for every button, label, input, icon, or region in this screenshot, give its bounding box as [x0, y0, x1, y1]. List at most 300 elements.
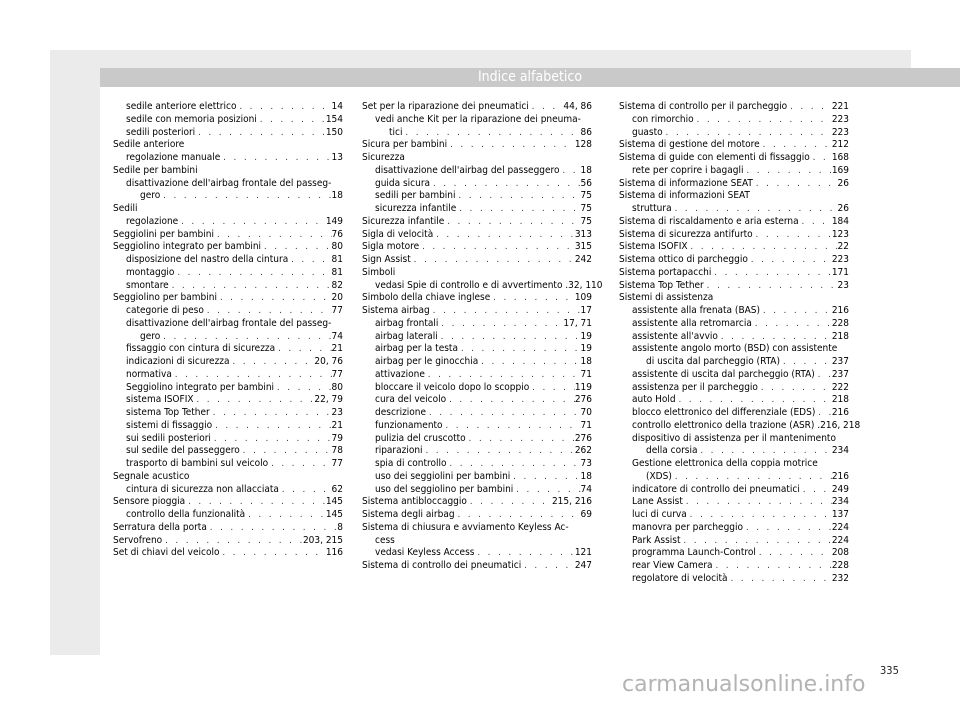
dot-leader	[676, 394, 832, 407]
index-entry-term: dispositivo di assistenza per il mantenimento	[632, 432, 836, 444]
index-entry	[362, 445, 592, 458]
index-entry-term: disposizione del nastro della cintura	[126, 254, 289, 265]
index-entry	[619, 407, 849, 420]
index-entry	[362, 254, 592, 267]
index-entry-term: uso dei seggiolini per bambini	[375, 470, 511, 482]
dot-leader	[456, 190, 581, 203]
index-entry	[362, 356, 592, 369]
index-entry-term: Park Assist	[632, 534, 681, 546]
index-entry-term: gero	[140, 330, 161, 342]
index-entry	[113, 318, 343, 331]
dot-leader	[683, 496, 832, 509]
index-entry-term: regolazione	[126, 215, 179, 227]
index-entry-page: 216	[831, 305, 849, 316]
index-entry	[362, 471, 592, 484]
dot-leader	[204, 305, 332, 318]
index-entry-term: cintura di sicurezza non allacciata	[126, 483, 279, 495]
dot-leader	[214, 229, 332, 242]
index-entry	[619, 445, 849, 458]
index-entry-page: 23	[837, 279, 849, 291]
index-entry-term: descrizione	[375, 407, 427, 418]
dot-leader	[430, 305, 581, 318]
index-entry-term: assistente alla retromarcia	[632, 317, 752, 329]
index-entry-term: indicazioni di sicurezza	[126, 356, 230, 367]
index-entry	[619, 178, 849, 191]
index-entry-page: 224	[831, 521, 849, 533]
index-entry-page: 20, 76	[314, 356, 343, 367]
index-entry	[113, 254, 343, 267]
index-entry	[362, 292, 592, 305]
dot-leader	[458, 343, 581, 356]
index-entry	[362, 305, 592, 318]
index-entry	[362, 114, 592, 127]
index-entry	[619, 280, 849, 293]
index-entry-term: indicatore di controllo dei pneumatici	[632, 483, 800, 495]
index-entry	[362, 318, 592, 331]
index-entry	[113, 229, 343, 242]
page-number: 335	[880, 664, 899, 677]
index-entry-term: assistenza per il parcheggio	[632, 381, 758, 393]
index-entry	[619, 318, 849, 331]
index-entry-page: 69	[580, 509, 592, 520]
dot-leader	[490, 292, 575, 305]
index-column-3	[619, 101, 861, 586]
index-entry-page: 216	[831, 407, 849, 418]
dot-leader	[694, 114, 832, 127]
dot-leader	[560, 165, 581, 178]
index-entry	[113, 280, 343, 293]
index-entry-page: 169	[831, 164, 849, 176]
index-entry-page: 73	[580, 458, 592, 469]
index-entry-page: 76	[331, 228, 343, 240]
index-entry-term: gero	[140, 190, 161, 202]
index-entry-page: 80	[331, 381, 343, 393]
index-entry-page: 150	[325, 126, 343, 138]
index-entry-page: 242	[574, 254, 592, 265]
dot-leader	[230, 356, 315, 369]
index-entry-term: della corsia	[646, 445, 698, 457]
index-entry-term: airbag per le ginocchia	[375, 356, 479, 367]
index-entry	[362, 178, 592, 191]
dot-leader	[423, 445, 575, 458]
index-entry	[113, 343, 343, 356]
index-entry-term: Sistema di sicurezza antifurto	[619, 228, 753, 240]
index-entry	[619, 573, 849, 586]
index-entry-term: Servofreno	[113, 534, 163, 546]
index-entry	[113, 190, 343, 203]
index-entry-term: assistente angolo morto (BSD) con assistente	[632, 343, 838, 355]
index-entry-term: assistente di uscita dal parcheggio (RTA)	[632, 368, 815, 380]
index-entry-page: 119	[574, 381, 592, 393]
index-entry-term: disattivazione dell'airbag frontale del passeg-	[126, 317, 332, 329]
dot-leader	[172, 369, 332, 382]
index-entry	[113, 471, 343, 484]
index-entry-term: (XDS)	[646, 470, 672, 482]
index-entry-page: 82	[331, 279, 343, 291]
index-entry-term: attivazione	[375, 368, 425, 380]
index-entry-page: 80	[331, 241, 343, 253]
index-entry-page: 276	[574, 432, 592, 444]
index-entry-term: sui sedili posteriori	[126, 432, 211, 444]
index-entry	[113, 458, 343, 471]
index-entry	[113, 114, 343, 127]
index-entry	[362, 496, 592, 509]
dot-leader	[663, 127, 832, 140]
dot-leader	[288, 254, 331, 267]
index-entry	[113, 216, 343, 229]
index-entry	[362, 433, 592, 446]
index-entry-page: 81	[331, 254, 343, 265]
index-entry-page: 22	[837, 241, 849, 253]
index-entry	[113, 331, 343, 344]
dot-leader	[257, 114, 326, 127]
index-entry-term: guida sicura	[375, 177, 431, 189]
index-entry-term: sul sedile del passeggero	[126, 445, 240, 457]
index-entry-term: Simbolo della chiave inglese	[362, 292, 491, 304]
dot-leader	[261, 241, 332, 254]
index-entry-term: guasto	[632, 126, 663, 138]
index-entry	[619, 139, 849, 152]
index-entry-term: Sistema di riscaldamento e aria esterna	[619, 215, 799, 227]
index-entry-term: auto Hold	[632, 394, 676, 406]
index-entry-term: Sistema di guide con elementi di fissaggio	[619, 152, 810, 163]
index-entry-term: sicurezza infantile	[375, 203, 457, 214]
index-entry-page: 21	[331, 419, 343, 431]
index-entry	[619, 127, 849, 140]
index-entry	[362, 127, 592, 140]
index-entry-page: 145	[325, 509, 343, 520]
dot-leader	[800, 484, 832, 497]
index-entry-page: 145	[325, 496, 343, 508]
dot-leader	[521, 560, 575, 573]
index-entry-page: 208	[831, 547, 849, 559]
index-entry-term: riparazioni	[375, 445, 423, 457]
index-entry-term: trasporto di bambini sul veicolo	[126, 458, 269, 469]
index-entry-term: Sistema Top Tether	[619, 279, 704, 291]
dot-leader	[753, 178, 838, 191]
dot-leader	[274, 382, 332, 395]
index-entry-page: 18	[580, 356, 592, 367]
index-entry-page: 184	[831, 215, 849, 227]
dot-leader	[219, 547, 325, 560]
dot-leader	[169, 280, 332, 293]
index-entry	[113, 241, 343, 254]
index-entry-page: 56	[580, 177, 592, 189]
index-entry-term: Simboli	[362, 266, 396, 278]
dot-leader	[815, 369, 832, 382]
dot-leader	[236, 101, 331, 114]
index-entry	[619, 547, 849, 560]
index-entry	[362, 547, 592, 560]
index-entry	[113, 369, 343, 382]
dot-leader	[455, 509, 581, 522]
index-entry-page: 218	[831, 394, 849, 406]
index-entry-term: Set di chiavi del veicolo	[113, 547, 220, 559]
index-entry	[113, 127, 343, 140]
index-entry-page: 128	[574, 139, 592, 151]
index-entry	[362, 484, 592, 497]
index-entry-term: cura del veicolo	[375, 394, 447, 406]
index-entry	[113, 407, 343, 420]
index-entry-term: Sigla di velocità	[362, 228, 434, 240]
index-entry	[113, 547, 343, 560]
dot-leader	[743, 522, 832, 535]
dot-leader	[799, 216, 832, 229]
index-entry-term: manovra per parcheggio	[632, 521, 743, 533]
index-entry-term: Sistema portapacchi	[619, 266, 712, 278]
index-entry	[619, 484, 849, 497]
index-entry-term: spia di controllo	[375, 458, 447, 469]
index-entry	[362, 331, 592, 344]
index-entry	[619, 190, 849, 203]
index-entry	[619, 496, 849, 509]
index-entry-term: sistemi di fissaggio	[126, 419, 213, 431]
index-entry-term: normativa	[126, 368, 172, 380]
index-entry-page: 216	[831, 470, 849, 482]
index-entry	[619, 522, 849, 535]
index-entry	[113, 356, 343, 369]
index-entry-page: 237	[831, 356, 849, 367]
index-entry	[619, 560, 849, 573]
index-entry-page: 26	[837, 177, 849, 189]
index-entry-term: Set per la riparazione dei pneumatici	[362, 101, 529, 112]
dot-leader	[207, 522, 337, 535]
index-entry	[113, 267, 343, 280]
index-entry-term: funzionamento	[375, 419, 443, 431]
index-entry-page: 86	[580, 126, 592, 138]
index-entry	[113, 292, 343, 305]
index-entry	[362, 369, 592, 382]
index-column-2	[362, 101, 603, 573]
index-entry-page: 23	[331, 407, 343, 418]
index-entry-term: struttura	[632, 203, 672, 214]
page-title: Indice alfabetico	[477, 69, 583, 85]
index-entry	[113, 394, 343, 407]
dot-leader	[513, 484, 580, 497]
dot-leader	[687, 509, 832, 522]
index-entry-term: airbag laterali	[375, 330, 438, 342]
index-entry-page: 171	[831, 266, 849, 278]
index-entry	[113, 305, 343, 318]
index-entry	[362, 241, 592, 254]
dot-leader	[438, 331, 581, 344]
index-entry-page: 18	[331, 190, 343, 202]
index-entry-term: montaggio	[126, 266, 175, 278]
index-entry-page: 77	[331, 368, 343, 380]
index-entry-term: sedili per bambini	[375, 190, 456, 202]
dot-leader	[681, 535, 832, 548]
index-entry-page: 249	[831, 483, 849, 495]
index-entry	[619, 471, 849, 484]
index-entry-term: luci di curva	[632, 509, 687, 520]
index-entry-page: 75	[580, 190, 592, 202]
index-entry	[362, 190, 592, 203]
index-entry-page: 62	[331, 483, 343, 495]
index-entry-page: 70	[580, 407, 592, 418]
index-entry	[113, 101, 343, 114]
index-entry	[113, 509, 343, 522]
index-entry-term: con rimorchio	[632, 113, 694, 125]
dot-leader	[529, 382, 575, 395]
index-entry-page: 222	[831, 381, 849, 393]
index-entry-term: pulizia del cruscotto	[375, 432, 466, 444]
dot-leader	[174, 267, 331, 280]
index-entry	[362, 407, 592, 420]
index-entry	[113, 420, 343, 433]
dot-leader	[704, 280, 838, 293]
index-entry-term: blocco elettronico del differenziale (EDS)	[632, 407, 816, 418]
index-entry	[362, 203, 592, 216]
index-entry-term: sedili posteriori	[126, 126, 196, 138]
dot-leader	[780, 356, 832, 369]
dot-leader	[443, 420, 581, 433]
index-entry-term: rete per coprire i bagagli	[632, 164, 744, 176]
index-entry-page: 223	[831, 113, 849, 125]
index-entry-term: controllo elettronico della trazione (ASR) .216, 218	[632, 419, 861, 431]
dot-leader	[672, 203, 838, 216]
index-entry	[619, 394, 849, 407]
dot-leader	[787, 101, 832, 114]
index-entry-page: 203, 215	[302, 534, 343, 546]
index-entry-term: bloccare il veicolo dopo lo scoppio	[375, 381, 530, 393]
dot-leader	[743, 165, 831, 178]
index-entry-term: Sistema degli airbag	[362, 509, 455, 520]
index-entry	[113, 382, 343, 395]
index-entry-term: smontare	[126, 279, 169, 291]
index-entry	[113, 433, 343, 446]
index-entry-page: 123	[831, 228, 849, 240]
index-entry-term: disattivazione dell'airbag frontale del passeg-	[126, 177, 332, 189]
dot-leader	[456, 203, 580, 216]
dot-leader	[160, 331, 331, 344]
index-entry-page: 13	[331, 152, 343, 163]
dot-leader	[529, 101, 564, 114]
index-entry-term: Lane Assist	[632, 496, 683, 508]
index-entry-page: 14	[331, 101, 343, 112]
dot-leader	[211, 433, 332, 446]
index-entry	[619, 382, 849, 395]
dot-leader	[160, 190, 331, 203]
index-entry-term: Sedili	[113, 203, 138, 214]
index-entry-page: 215, 216	[551, 496, 592, 508]
dot-leader	[466, 433, 575, 446]
index-entry-term: rear View Camera	[632, 560, 713, 571]
index-entry	[362, 165, 592, 178]
index-entry-term: Sistema ottico di parcheggio	[619, 254, 748, 265]
index-entry-term: Sistema di controllo per il parcheggio	[619, 101, 788, 112]
index-entry-term: di uscita dal parcheggio (RTA)	[646, 356, 780, 367]
index-entry-page: 19	[580, 343, 592, 355]
dot-leader	[426, 407, 581, 420]
index-entry-term: regolatore di velocità	[632, 572, 728, 584]
index-entry	[113, 139, 343, 152]
index-entry-page: 8	[337, 521, 343, 533]
index-entry-term: Sign Assist	[362, 254, 411, 265]
index-entry	[362, 458, 592, 471]
index-entry-term: programma Launch-Control	[632, 547, 756, 559]
index-entry	[362, 509, 592, 522]
dot-leader	[275, 343, 331, 356]
dot-leader	[752, 318, 832, 331]
index-entry-term: sedile con memoria posizioni	[126, 113, 257, 125]
index-entry	[619, 229, 849, 242]
dot-leader	[411, 254, 575, 267]
index-entry-term: Sensore pioggia	[113, 496, 186, 508]
index-entry	[362, 279, 603, 293]
index-entry-page: 71	[580, 368, 592, 380]
dot-leader	[713, 560, 832, 573]
dot-leader	[212, 420, 331, 433]
index-entry-page: 109	[574, 292, 592, 304]
index-entry-term: Sistema di controllo dei pneumatici	[362, 560, 522, 571]
dot-leader	[162, 535, 303, 548]
index-entry-term: Seggiolino integrato per bambini	[126, 381, 275, 393]
dot-leader	[711, 267, 831, 280]
index-entry-term: Sistemi di assistenza	[619, 292, 714, 304]
index-entry-page: 75	[580, 215, 592, 227]
dot-leader	[718, 331, 832, 344]
index-entry	[619, 241, 849, 254]
index-entry-page: 44, 86	[563, 101, 592, 112]
index-entry	[362, 394, 592, 407]
index-entry-page: 81	[331, 266, 343, 278]
index-entry-term: airbag frontali	[375, 317, 439, 329]
index-entry-page: 234	[831, 445, 849, 457]
index-entry	[619, 165, 849, 178]
index-entry-term: Sistema airbag	[362, 305, 430, 316]
index-entry	[619, 254, 849, 267]
index-entry	[619, 369, 849, 382]
index-entry-page: 17	[580, 305, 592, 316]
dot-leader	[748, 254, 832, 267]
index-entry-page: 212	[831, 139, 849, 151]
index-entry	[113, 165, 343, 178]
index-entry	[113, 484, 343, 497]
index-entry-page: 232	[831, 572, 849, 584]
index-entry	[619, 292, 849, 305]
index-entry	[362, 560, 592, 573]
index-entry-page: 77	[331, 458, 343, 469]
index-entry-page: 262	[574, 445, 592, 457]
index-entry-term: vedasi Spie di controllo e di avvertimento .32, 110	[375, 279, 603, 291]
index-entry-page: 276	[574, 394, 592, 406]
dot-leader	[753, 229, 832, 242]
index-entry	[362, 522, 592, 535]
dot-leader	[210, 407, 332, 420]
index-entry	[619, 101, 849, 114]
dot-leader	[430, 178, 581, 191]
index-entry-page: 79	[331, 432, 343, 444]
index-entry-term: Serratura della porta	[113, 521, 207, 533]
index-entry-term: tici	[389, 126, 403, 138]
index-entry	[362, 343, 592, 356]
index-entry-page: 19	[580, 330, 592, 342]
index-entry-term: airbag per la testa	[375, 343, 458, 355]
index-column-1	[113, 101, 343, 560]
index-entry-page: 137	[831, 509, 849, 520]
index-entry-term: disattivazione dell'airbag del passeggero	[375, 164, 560, 176]
index-entry-page: 74	[580, 483, 592, 495]
index-entry	[362, 382, 592, 395]
dot-leader	[760, 305, 832, 318]
index-entry-term: categorie di peso	[126, 305, 204, 316]
index-entry	[362, 535, 592, 548]
dot-leader	[758, 382, 832, 395]
index-entry-term: vedasi Keyless Access	[375, 547, 475, 559]
index-entry-page: 224	[831, 534, 849, 546]
dot-leader	[756, 547, 832, 560]
index-entry	[362, 216, 592, 229]
